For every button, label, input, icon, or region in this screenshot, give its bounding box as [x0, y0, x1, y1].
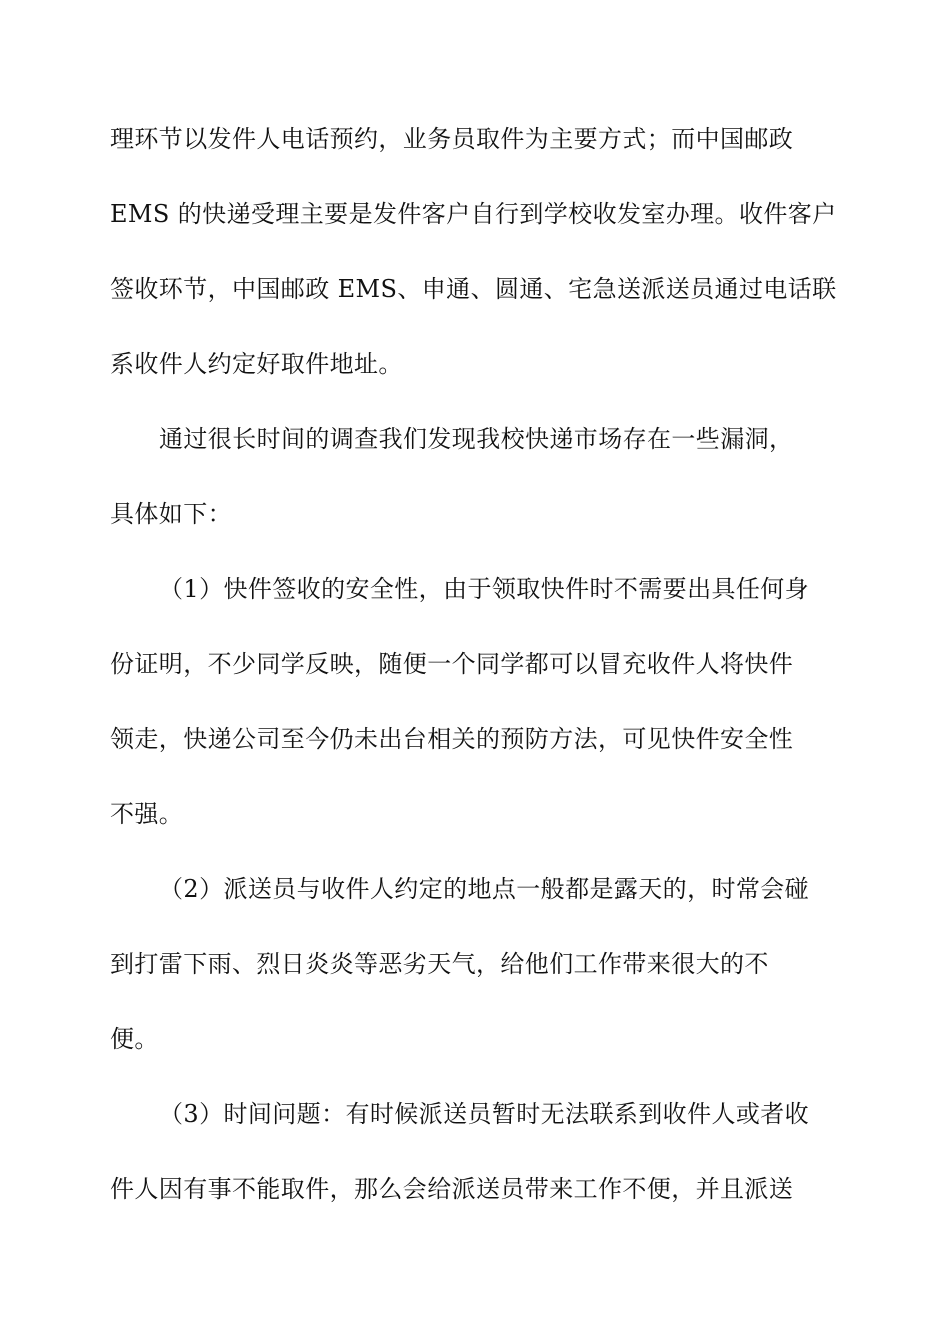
- text-line: 到打雷下雨、烈日炎炎等恶劣天气，给他们工作带来很大的不: [110, 950, 769, 978]
- text-line: （2）派送员与收件人约定的地点一般都是露天的，时常会碰: [159, 875, 810, 903]
- text-line: 理环节以发件人电话预约，业务员取件为主要方式；而中国邮政: [110, 125, 794, 153]
- text-line: 件人因有事不能取件，那么会给派送员带来工作不便，并且派送: [110, 1175, 794, 1203]
- text-line: （3）时间问题：有时候派送员暂时无法联系到收件人或者收: [159, 1100, 810, 1128]
- text-line: 份证明，不少同学反映，随便一个同学都可以冒充收件人将快件: [110, 650, 794, 678]
- text-line: 通过很长时间的调查我们发现我校快递市场存在一些漏洞，: [159, 425, 794, 453]
- paragraph: [110, 1077, 850, 1227]
- text-line: 系收件人约定好取件地址。: [110, 350, 403, 378]
- text-line: 不强。: [110, 800, 184, 828]
- document-page: [110, 102, 850, 1227]
- paragraph: [110, 552, 850, 852]
- text-line: （1）快件签收的安全性，由于领取快件时不需要出具任何身: [159, 575, 810, 603]
- paragraph: [110, 102, 850, 402]
- text-line: 签收环节，中国邮政 EMS、申通、圆通、宅急送派送员通过电话联: [110, 275, 837, 303]
- text-line: 具体如下：: [110, 500, 232, 528]
- text-line: 领走，快递公司至今仍未出台相关的预防方法，可见快件安全性: [110, 725, 794, 753]
- text-line: 便。: [110, 1025, 159, 1053]
- text-line: EMS 的快递受理主要是发件客户自行到学校收发室办理。收件客户: [110, 200, 837, 228]
- paragraph: [110, 402, 850, 552]
- paragraph: [110, 852, 850, 1077]
